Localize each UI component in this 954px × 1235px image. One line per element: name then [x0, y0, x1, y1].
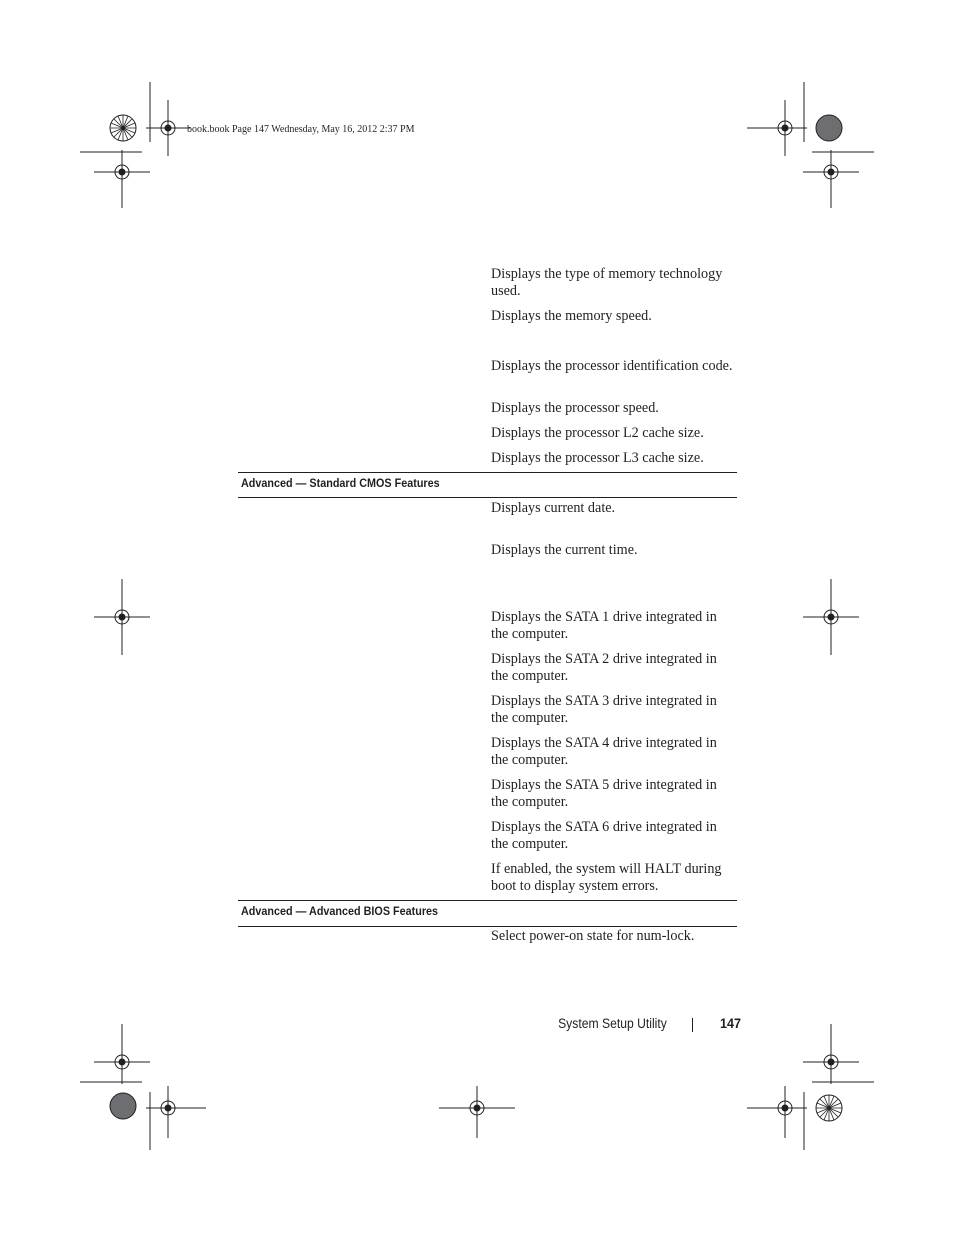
sata1-description: Displays the SATA 1 drive integrated in the computer. — [491, 609, 717, 642]
processor-l3-description: Displays the processor L3 cache size. — [491, 450, 704, 466]
sata6-description: Displays the SATA 6 drive integrated in the computer. — [491, 819, 717, 852]
processor-l2-description: Displays the processor L2 cache size. — [491, 425, 704, 441]
memory-technology-description: Displays the type of memory technology used. — [491, 266, 723, 299]
sata2-description: Displays the SATA 2 drive integrated in the computer. — [491, 651, 717, 684]
memory-speed-description: Displays the memory speed. — [491, 308, 652, 324]
section-rule-top — [238, 900, 737, 901]
num-lock-description: Select power-on state for num-lock. — [491, 928, 695, 944]
sata3-description: Displays the SATA 3 drive integrated in the computer. — [491, 693, 717, 726]
processor-id-description: Displays the processor identification code. — [491, 358, 733, 374]
sata4-description: Displays the SATA 4 drive integrated in the computer. — [491, 735, 717, 768]
halt-on-error-description: If enabled, the system will HALT during boot to display system errors. — [491, 861, 722, 894]
processor-speed-description: Displays the processor speed. — [491, 400, 659, 416]
page-number: 147 — [720, 1015, 742, 1031]
current-date-description: Displays current date. — [491, 500, 616, 516]
footer-chapter-title: System Setup Utility — [558, 1016, 667, 1031]
footer-separator — [692, 1018, 693, 1032]
standard-cmos-section-heading: Advanced — Standard CMOS Features — [241, 476, 440, 490]
registration-target-icon — [94, 100, 859, 1138]
section-rule-top — [238, 472, 737, 473]
section-rule-bottom — [238, 497, 737, 498]
sata5-description: Displays the SATA 5 drive integrated in the computer. — [491, 777, 717, 810]
slug-line: book.book Page 147 Wednesday, May 16, 2012 2:37 PM — [187, 124, 415, 135]
current-time-description: Displays the current time. — [491, 542, 638, 558]
advanced-bios-section-heading: Advanced — Advanced BIOS Features — [241, 904, 439, 918]
section-rule-bottom — [238, 926, 737, 927]
